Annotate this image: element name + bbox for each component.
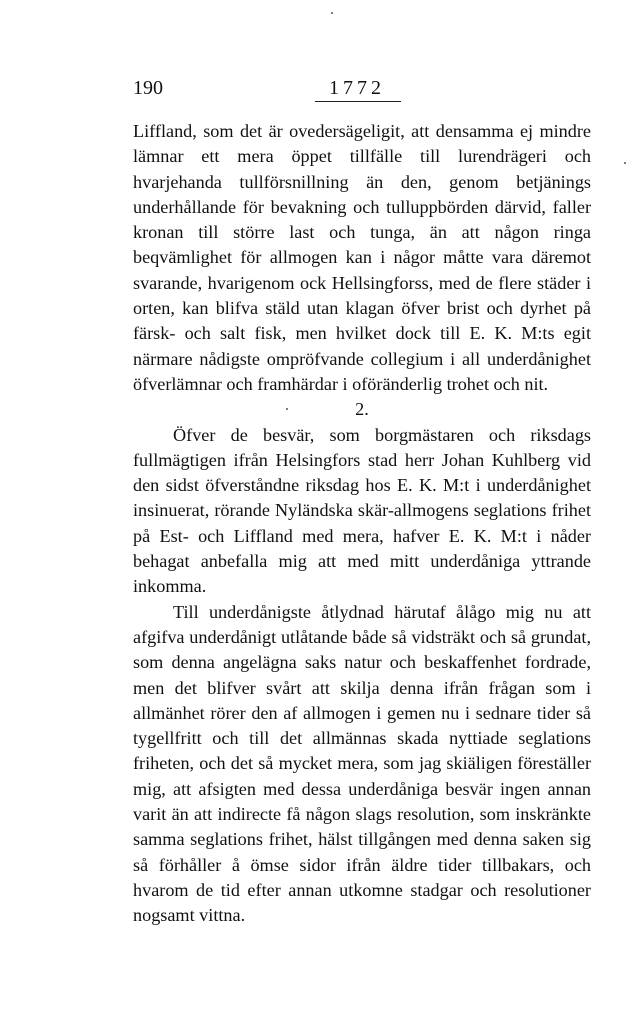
body-text	[133, 119, 591, 929]
paper-speck	[286, 408, 288, 410]
paper-speck	[331, 12, 333, 14]
paper-speck	[624, 162, 626, 164]
paragraph-3: Till underdånigste åtlydnad härutaf ålågo mig nu att afgifva underdånigt utlåtande både så vidsträkt och så grundat, som denna angelägna saks natur och beskaffenhet fordrade, men det blifver svårt att skilja denna ifrån frågan som i allmänhet rörer den af allmogen i gemen nu i sednare tider så tygellfritt och till det allmännas skada nyttiade seglations friheten, och det så mycket mera, som jag skiäligen föreställer mig, att afsigten med dessa underdåniga besvär ingen annan varit än att indirecte få någon slags resolution, som inskränkte samma seglations frihet, hälst tillgången med denna saken sig så förhåller å ömse sidor ifrån äldre tider tillbakars, och hvarom de tid efter annan utkomne stadgar och resolutioner nogsamt vittna.	[133, 601, 591, 926]
page-number: 190	[133, 77, 163, 99]
header-rule	[315, 101, 401, 102]
paragraph-1: Liffland, som det är ovedersägeligit, att densamma ej mindre lämnar ett mera öppet tillfälle till lurendrägeri och hvarjehanda tullförsnillning än den, genom betjänings underhållande för bevakning och tulluppbörden därvid, faller kronan till större last och tunga, än att någon ringa beqvämlighet för allmogen kan i någor måtte vara däremot svarande, hvarigenom ock Hellsingforss, med de flere städer i orten, kan blifva stäld utan klagan öfver brist och dyrhet på färsk- och salt fisk, men hvilket dock till E. K. M:ts egit närmare nådigste ompröfvande collegium i all underdånighet öfverlämnar och framhärdar i oföränderlig trohet och nit.	[133, 121, 591, 394]
paragraph-2: Öfver de besvär, som borgmästaren och riksdags fullmägtigen ifrån Helsingfors stad herr Johan Kuhlberg vid den sidst öfverståndne riksdag hos E. K. M:t i underdånighet insinuerat, rörande Nyländska skär-allmogens seglations frihet på Est- och Liffland med mera, hafver E. K. M:t i nåder behagat anbefalla mig att med mitt underdåniga yttrande inkomma.	[133, 424, 591, 597]
running-head-year: 1772	[329, 77, 385, 99]
section-number: 2.	[355, 399, 369, 420]
